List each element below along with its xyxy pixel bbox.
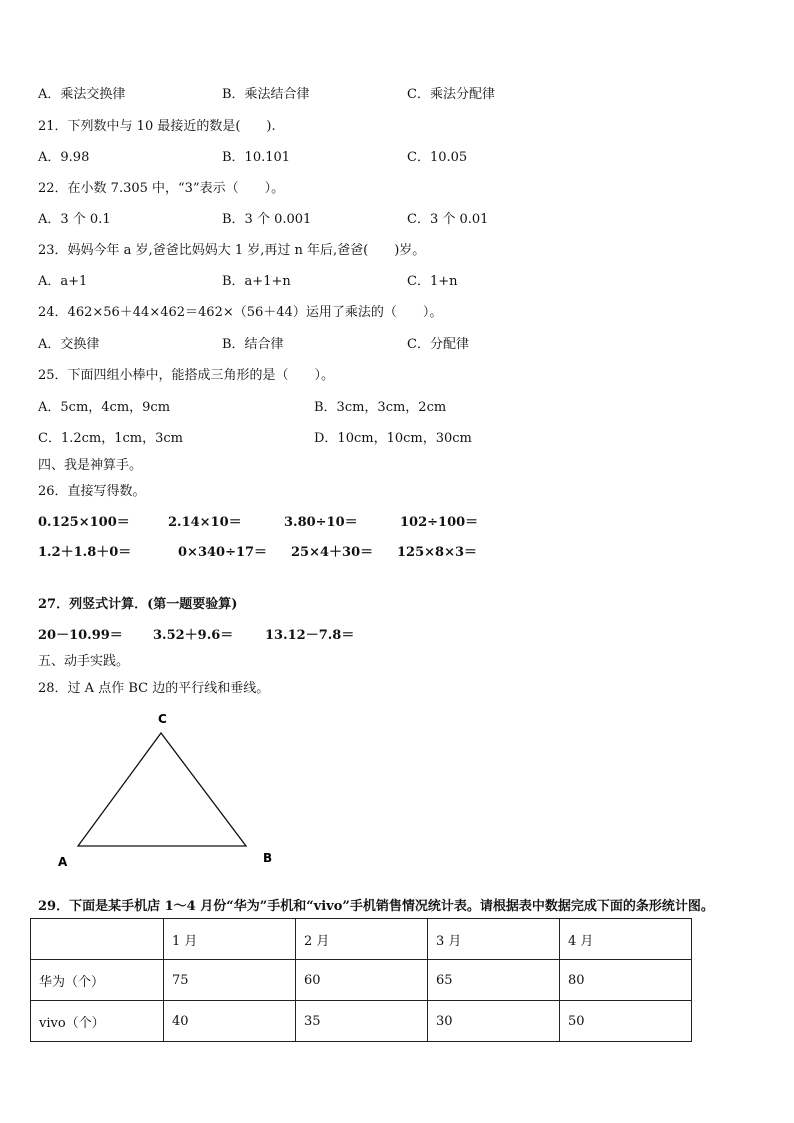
table-header-cell: 3 月	[428, 919, 560, 960]
q21-option-a: A．9.98	[38, 150, 90, 165]
q21-stem: 21．下列数中与 10 最接近的数是( ).	[38, 119, 276, 134]
table-cell: 30	[428, 1001, 560, 1042]
q27-item: 13.12－7.8＝	[265, 628, 355, 643]
table-cell: 50	[560, 1001, 692, 1042]
table-cell: 40	[164, 1001, 296, 1042]
q27-stem: 27．列竖式计算．(第一题要验算)	[38, 597, 238, 612]
sales-table	[30, 918, 692, 1042]
q26-item: 0×340÷17＝	[178, 545, 268, 560]
q23-option-a: A．a+1	[38, 274, 88, 289]
q23-option-b: B．a+1+n	[222, 274, 291, 289]
q26-item: 2.14×10＝	[168, 515, 242, 530]
q21-option-b: B．10.101	[222, 150, 291, 165]
q29-stem: 29．下面是某手机店 1～4 月份“华为”手机和“vivo”手机销售情况统计表。请根据表中数据完成下面的条形统计图。	[38, 899, 714, 914]
q26-item: 1.2＋1.8＋0＝	[38, 545, 132, 560]
q22-stem: 22．在小数 7.305 中，“3”表示（ ）。	[38, 181, 285, 196]
section-5-heading: 五、动手实践。	[38, 654, 130, 669]
q26-item: 25×4＋30＝	[291, 545, 374, 560]
table-header-cell: 1 月	[164, 919, 296, 960]
q21-option-c: C．10.05	[407, 150, 468, 165]
table-cell: 65	[428, 960, 560, 1001]
q26-stem: 26．直接写得数。	[38, 484, 146, 499]
table-cell: 35	[296, 1001, 428, 1042]
q25-option-b: B．3cm，3cm，2cm	[314, 400, 447, 415]
vertex-label-c: C	[158, 712, 167, 726]
vertex-label-b: B	[263, 851, 273, 865]
q27-item: 20－10.99＝	[38, 628, 123, 643]
q23-option-c: C．1+n	[407, 274, 458, 289]
q23-stem: 23．妈妈今年 a 岁,爸爸比妈妈大 1 岁,再过 n 年后,爸爸( )岁。	[38, 243, 426, 258]
q24-option-c: C．分配律	[407, 337, 469, 352]
q25-option-d: D．10cm，10cm，30cm	[314, 431, 472, 446]
vertex-label-a: A	[58, 855, 68, 869]
row-label-vivo: vivo（个）	[31, 1001, 164, 1042]
table-header-row	[31, 919, 692, 960]
q24-stem: 24．462×56＋44×462＝462×（56＋44）运用了乘法的（ ）。	[38, 305, 443, 320]
table-header-cell: 2 月	[296, 919, 428, 960]
q25-option-c: C．1.2cm，1cm，3cm	[38, 431, 183, 446]
q28-stem: 28．过 A 点作 BC 边的平行线和垂线。	[38, 681, 270, 696]
q25-stem: 25．下面四组小棒中，能搭成三角形的是（ ）。	[38, 368, 335, 383]
q26-item: 102÷100＝	[400, 515, 479, 530]
q20-option-a: A．乘法交换律	[38, 87, 126, 102]
q20-option-b: B．乘法结合律	[222, 87, 310, 102]
q27-item: 3.52＋9.6＝	[153, 628, 234, 643]
table-cell: 60	[296, 960, 428, 1001]
table-header-cell	[31, 919, 164, 960]
q24-option-b: B．结合律	[222, 337, 284, 352]
triangle-abc	[78, 733, 246, 846]
q26-item: 0.125×100＝	[38, 515, 130, 530]
section-4-heading: 四、我是神算手。	[38, 458, 143, 473]
q22-option-c: C．3 个 0.01	[407, 212, 489, 227]
table-header-cell: 4 月	[560, 919, 692, 960]
table-cell: 80	[560, 960, 692, 1001]
q26-item: 125×8×3＝	[397, 545, 478, 560]
table-row	[31, 1001, 692, 1042]
table-cell: 75	[164, 960, 296, 1001]
q20-option-c: C．乘法分配律	[407, 87, 495, 102]
q22-option-a: A．3 个 0.1	[38, 212, 111, 227]
table-row	[31, 960, 692, 1001]
q24-option-a: A．交换律	[38, 337, 100, 352]
q22-option-b: B．3 个 0.001	[222, 212, 312, 227]
q26-item: 3.80÷10＝	[284, 515, 358, 530]
q25-option-a: A．5cm，4cm，9cm	[38, 400, 171, 415]
row-label-huawei: 华为（个）	[31, 960, 164, 1001]
